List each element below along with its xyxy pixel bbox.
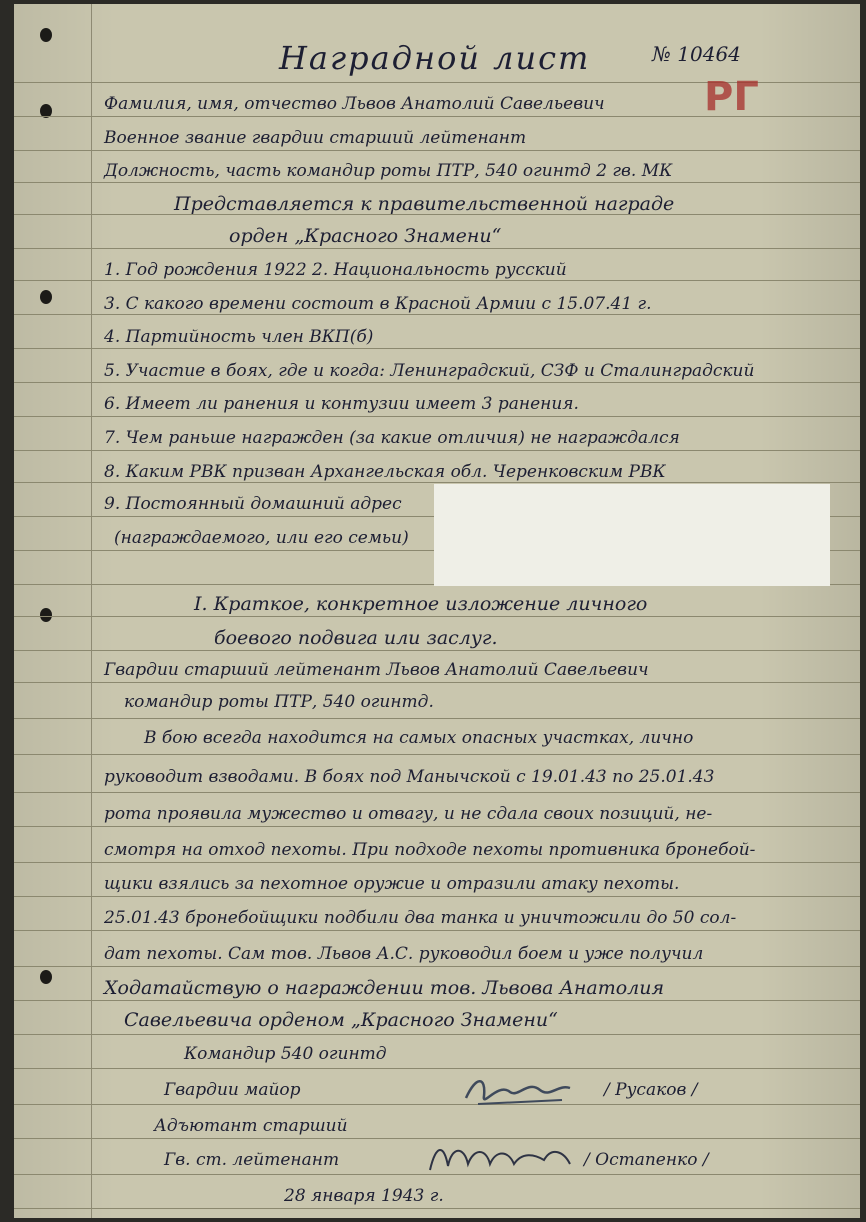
position-line: Должность, часть командир роты ПТР, 540 огинтд 2 гв. МК (104, 161, 673, 181)
name-line: Фамилия, имя, отчество Львов Анатолий Савельевич (104, 94, 605, 114)
item-party: 4. Партийность член ВКП(б) (104, 327, 374, 347)
item-wounds: 6. Имеет ли ранения и контузии имеет 3 ранения. (104, 394, 579, 414)
document-date: 28 января 1943 г. (284, 1186, 444, 1206)
ruled-line (14, 792, 860, 793)
binder-hole (40, 290, 52, 304)
ruled-line (14, 382, 860, 383)
item-battles: 5. Участие в боях, где и когда: Ленинградский, СЗФ и Сталинградский (104, 361, 755, 381)
ruled-line (14, 826, 860, 827)
petition-line: Савельевича орденом „Красного Знамени“ (124, 1009, 558, 1031)
ruled-line (14, 150, 860, 151)
item-previous-awards: 7. Чем раньше награжден (за какие отличия) не награждался (104, 428, 680, 448)
section-subtitle: боевого подвига или заслуг. (214, 627, 498, 649)
ruled-line (14, 862, 860, 863)
item-draft-office: 8. Каким РВК призван Архангельская обл. Черенковским РВК (104, 462, 666, 482)
commander-rank: Гвардии майор (164, 1080, 301, 1100)
presented-line: Представляется к правительственной награде (174, 193, 675, 215)
binder-hole (40, 28, 52, 42)
ruled-line (14, 182, 860, 183)
ruled-line (14, 348, 860, 349)
body-line: щики взялись за пехотное оружие и отразили атаку пехоты. (104, 874, 680, 894)
body-line: рота проявила мужество и отвагу, и не сдала своих позиций, не- (104, 804, 713, 824)
commander-title: Командир 540 огинтд (184, 1044, 387, 1064)
ruled-line (14, 280, 860, 281)
body-line: смотря на отход пехоты. При подходе пехоты противника бронебой- (104, 840, 756, 860)
ruled-line (14, 650, 860, 651)
body-line: Гвардии старший лейтенант Львов Анатолий Савельевич (104, 660, 649, 680)
ruled-line (14, 314, 860, 315)
ruled-line (14, 1104, 860, 1105)
adjutant-title: Адъютант старший (154, 1116, 348, 1136)
binder-hole (40, 608, 52, 622)
body-line: 25.01.43 бронебойщики подбили два танка и уничтожили до 50 сол- (104, 908, 737, 928)
body-line: командир роты ПТР, 540 огинтд. (124, 692, 434, 712)
ruled-line (14, 482, 860, 483)
binder-hole (40, 970, 52, 984)
commander-signature (458, 1068, 578, 1112)
ruled-line (14, 1034, 860, 1035)
award-line: орден „Красного Знамени“ (229, 225, 502, 247)
ruled-line (14, 416, 860, 417)
section-title: I. Краткое, конкретное изложение личного (194, 593, 648, 615)
ruled-line (14, 754, 860, 755)
ruled-line (14, 1068, 860, 1069)
margin-line (91, 4, 92, 1218)
body-line: дат пехоты. Сам тов. Львов А.С. руководил боем и уже получил (104, 944, 704, 964)
item-home-address: 9. Постоянный домашний адрес (104, 494, 402, 514)
award-sheet (14, 4, 860, 1218)
item-address-note: (награждаемого, или его семьи) (114, 528, 409, 548)
body-line: В бою всегда находится на самых опасных участках, лично (144, 728, 694, 748)
ruled-line (14, 248, 860, 249)
ruled-line (14, 718, 860, 719)
ruled-line (14, 616, 860, 617)
ruled-line (14, 1208, 860, 1209)
adjutant-name: / Остапенко / (584, 1150, 709, 1170)
red-stamp-mark: РГ (704, 74, 759, 120)
redacted-address (434, 484, 830, 586)
ruled-line (14, 682, 860, 683)
rank-line: Военное звание гвардии старший лейтенант (104, 128, 527, 148)
ruled-line (14, 896, 860, 897)
ruled-line (14, 450, 860, 451)
adjutant-rank: Гв. ст. лейтенант (164, 1150, 340, 1170)
body-line: руководит взводами. В боях под Манычской с 19.01.43 по 25.01.43 (104, 767, 715, 787)
item-service-since: 3. С какого времени состоит в Красной Армии с 15.07.41 г. (104, 294, 652, 314)
commander-name: / Русаков / (604, 1080, 698, 1100)
petition-line: Ходатайствую о награждении тов. Львова Анатолия (104, 977, 665, 999)
ruled-line (14, 930, 860, 931)
document-title: Наградной лист (279, 39, 591, 77)
item-birth-year: 1. Год рождения 1922 2. Национальность русский (104, 260, 567, 280)
ruled-line (14, 1000, 860, 1001)
adjutant-signature (424, 1134, 574, 1178)
ruled-line (14, 966, 860, 967)
document-number: № 10464 (652, 42, 741, 66)
